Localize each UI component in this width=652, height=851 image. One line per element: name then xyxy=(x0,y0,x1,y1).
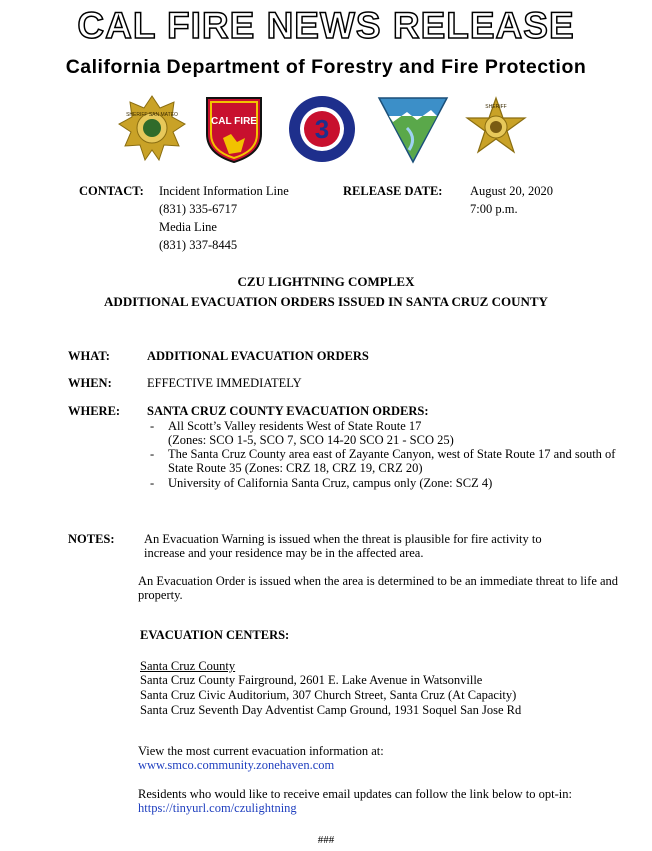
contact-line2: Media Line xyxy=(159,220,217,234)
what-value: ADDITIONAL EVACUATION ORDERS xyxy=(147,349,369,363)
headline-line1: CZU LIGHTNING COMPLEX xyxy=(237,274,415,289)
list-bullet: - xyxy=(150,447,155,461)
blm-logo xyxy=(377,94,449,164)
cal-fire-text: CAL FIRE xyxy=(211,116,257,127)
order-line1: An Evacuation Order is issued when the area is determined to be an immediate threat to life and xyxy=(138,574,619,588)
warning-line2: increase and your residence may be in the affected area. xyxy=(144,546,424,560)
contact-label: CONTACT: xyxy=(79,184,144,198)
what-label: WHAT: xyxy=(68,349,110,363)
cal-fire-logo xyxy=(201,94,267,164)
when-value: EFFECTIVE IMMEDIATELY xyxy=(147,376,302,390)
where-item-2-line1: The Santa Cruz County area east of Zayante Canyon, west of State Route 17 and south of xyxy=(168,447,616,461)
center-3: Santa Cruz Seventh Day Adventist Camp Ground, 1931 Soquel San Jose Rd xyxy=(140,703,522,717)
centers-county: Santa Cruz County xyxy=(140,659,236,673)
where-item-1-line2: (Zones: SCO 1-5, SCO 7, SCO 14-20 SCO 21 - SCO 25) xyxy=(168,433,454,447)
contact-phone1: (831) 335-6717 xyxy=(159,202,238,216)
headline-line2: ADDITIONAL EVACUATION ORDERS ISSUED IN SANTA CRUZ COUNTY xyxy=(104,294,548,309)
sheriff-badge-text: SHERIFF SAN MATEO xyxy=(126,112,178,118)
release-date: August 20, 2020 xyxy=(470,184,553,198)
sheriff-badge-icon xyxy=(117,94,187,164)
notes-label: NOTES: xyxy=(68,532,115,546)
end-mark: ### xyxy=(317,834,335,846)
when-label: WHEN: xyxy=(68,376,112,390)
sheriff-star-icon xyxy=(461,94,531,164)
contact-line1: Incident Information Line xyxy=(159,184,289,198)
updates-text: Residents who would like to receive email updates can follow the link below to opt-in: xyxy=(138,787,572,801)
zonehaven-link[interactable]: www.smco.community.zonehaven.com xyxy=(138,758,335,772)
where-item-1-line1: All Scott’s Valley residents West of State Route 17 xyxy=(168,419,422,433)
order-line2: property. xyxy=(138,588,183,602)
contact-phone2: (831) 337-8445 xyxy=(159,238,238,252)
incident-management-team-logo xyxy=(287,94,357,164)
center-2: Santa Cruz Civic Auditorium, 307 Church Street, Santa Cruz (At Capacity) xyxy=(140,688,517,702)
center-1: Santa Cruz County Fairground, 2601 E. Lake Avenue in Watsonville xyxy=(140,673,483,687)
centers-heading: EVACUATION CENTERS: xyxy=(140,628,290,642)
release-time: 7:00 p.m. xyxy=(470,202,518,216)
warning-line1: An Evacuation Warning is issued when the threat is plausible for fire activity to xyxy=(144,532,542,546)
where-item-3-line1: University of California Santa Cruz, campus only (Zone: SCZ 4) xyxy=(168,476,493,490)
release-date-label: RELEASE DATE: xyxy=(343,184,443,198)
info-text: View the most current evacuation information at: xyxy=(138,744,384,758)
agency-subtitle: California Department of Forestry and Fire Protection xyxy=(65,56,587,78)
where-label: WHERE: xyxy=(68,404,121,418)
imt-number: 3 xyxy=(314,114,330,144)
tinyurl-link[interactable]: https://tinyurl.com/czulightning xyxy=(138,801,297,815)
sheriff-star-text: SHERIFF xyxy=(485,104,507,110)
list-bullet: - xyxy=(150,476,155,490)
where-heading: SANTA CRUZ COUNTY EVACUATION ORDERS: xyxy=(147,404,429,418)
release-title: CAL FIRE NEWS RELEASE xyxy=(77,5,575,46)
list-bullet: - xyxy=(150,419,155,433)
where-item-2-line2: State Route 35 (Zones: CRZ 18, CRZ 19, CRZ 20) xyxy=(168,461,423,475)
